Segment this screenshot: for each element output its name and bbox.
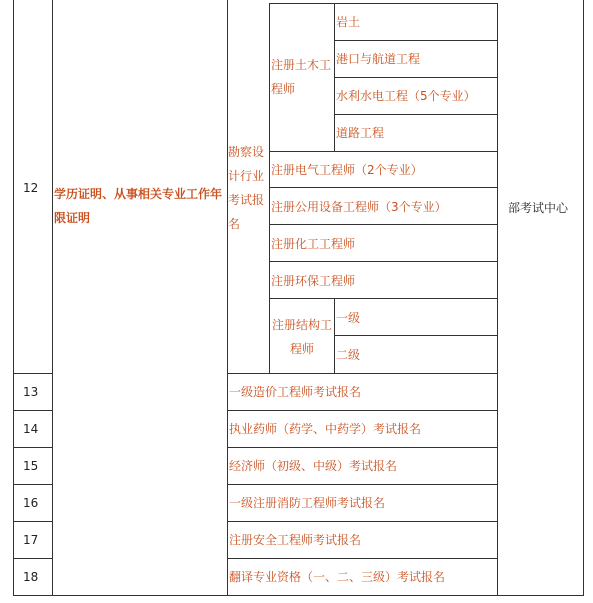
exam-name: 经济师（初级、中级）考试报名 xyxy=(229,459,398,473)
grid-line xyxy=(269,3,498,4)
grid-line xyxy=(13,0,14,596)
row-number: 17 xyxy=(23,533,39,547)
civil-sub-road: 道路工程 xyxy=(336,126,385,140)
exam-name: 一级注册消防工程师考试报名 xyxy=(229,496,386,510)
civil-sub-port-waterway: 港口与航道工程 xyxy=(336,52,421,66)
electrical-engineer: 注册电气工程师（2个专业） xyxy=(271,163,423,177)
grid-line xyxy=(269,3,270,373)
structural-sub-level-2: 二级 xyxy=(336,348,361,362)
department: 部考试中心 xyxy=(508,201,569,215)
grid-line xyxy=(52,0,53,596)
structural-engineer-label: 注册结构工程师 xyxy=(271,318,332,356)
exam-name: 一级造价工程师考试报名 xyxy=(229,385,362,399)
grid-line xyxy=(269,261,498,262)
exam-name: 执业药师（药学、中药学）考试报名 xyxy=(229,422,422,436)
grid-line xyxy=(269,151,498,152)
row-number: 16 xyxy=(23,496,39,510)
grid-line xyxy=(227,521,498,522)
row-number: 14 xyxy=(23,422,39,436)
grid-line xyxy=(334,77,498,78)
grid-line xyxy=(227,410,498,411)
grid-line xyxy=(227,484,498,485)
grid-line xyxy=(13,558,53,559)
grid-line xyxy=(583,0,584,596)
grid-line xyxy=(227,373,498,374)
grid-line xyxy=(269,187,498,188)
grid-line xyxy=(13,595,584,596)
civil-sub-geotechnical: 岩土 xyxy=(336,15,361,29)
exam-name: 注册安全工程师考试报名 xyxy=(229,533,362,547)
grid-line xyxy=(13,521,53,522)
grid-line xyxy=(334,114,498,115)
civil-engineer-label: 注册土木工程师 xyxy=(271,58,332,96)
grid-line xyxy=(13,410,53,411)
survey-design-group: 勘察设计行业考试报名 xyxy=(228,145,265,231)
utility-engineer: 注册公用设备工程师（3个专业） xyxy=(271,200,447,214)
grid-line xyxy=(227,558,498,559)
required-documents: 学历证明、从事相关专业工作年限证明 xyxy=(54,187,223,225)
row-number: 13 xyxy=(23,385,39,399)
grid-line xyxy=(269,224,498,225)
grid-line xyxy=(13,484,53,485)
grid-line xyxy=(334,40,498,41)
grid-line xyxy=(13,373,53,374)
grid-line xyxy=(269,298,498,299)
environmental-engineer: 注册环保工程师 xyxy=(271,274,356,288)
grid-line xyxy=(227,447,498,448)
grid-line xyxy=(497,3,498,373)
exam-name: 翻译专业资格（一、二、三级）考试报名 xyxy=(229,570,446,584)
grid-line xyxy=(227,0,228,596)
chemical-engineer: 注册化工工程师 xyxy=(271,237,356,251)
grid-line xyxy=(334,335,498,336)
civil-sub-hydro: 水利水电工程（5个专业） xyxy=(336,89,476,103)
row-number: 18 xyxy=(23,570,39,584)
structural-sub-level-1: 一级 xyxy=(336,311,361,325)
row-number: 12 xyxy=(23,181,39,195)
row-number: 15 xyxy=(23,459,39,473)
grid-line xyxy=(13,447,53,448)
